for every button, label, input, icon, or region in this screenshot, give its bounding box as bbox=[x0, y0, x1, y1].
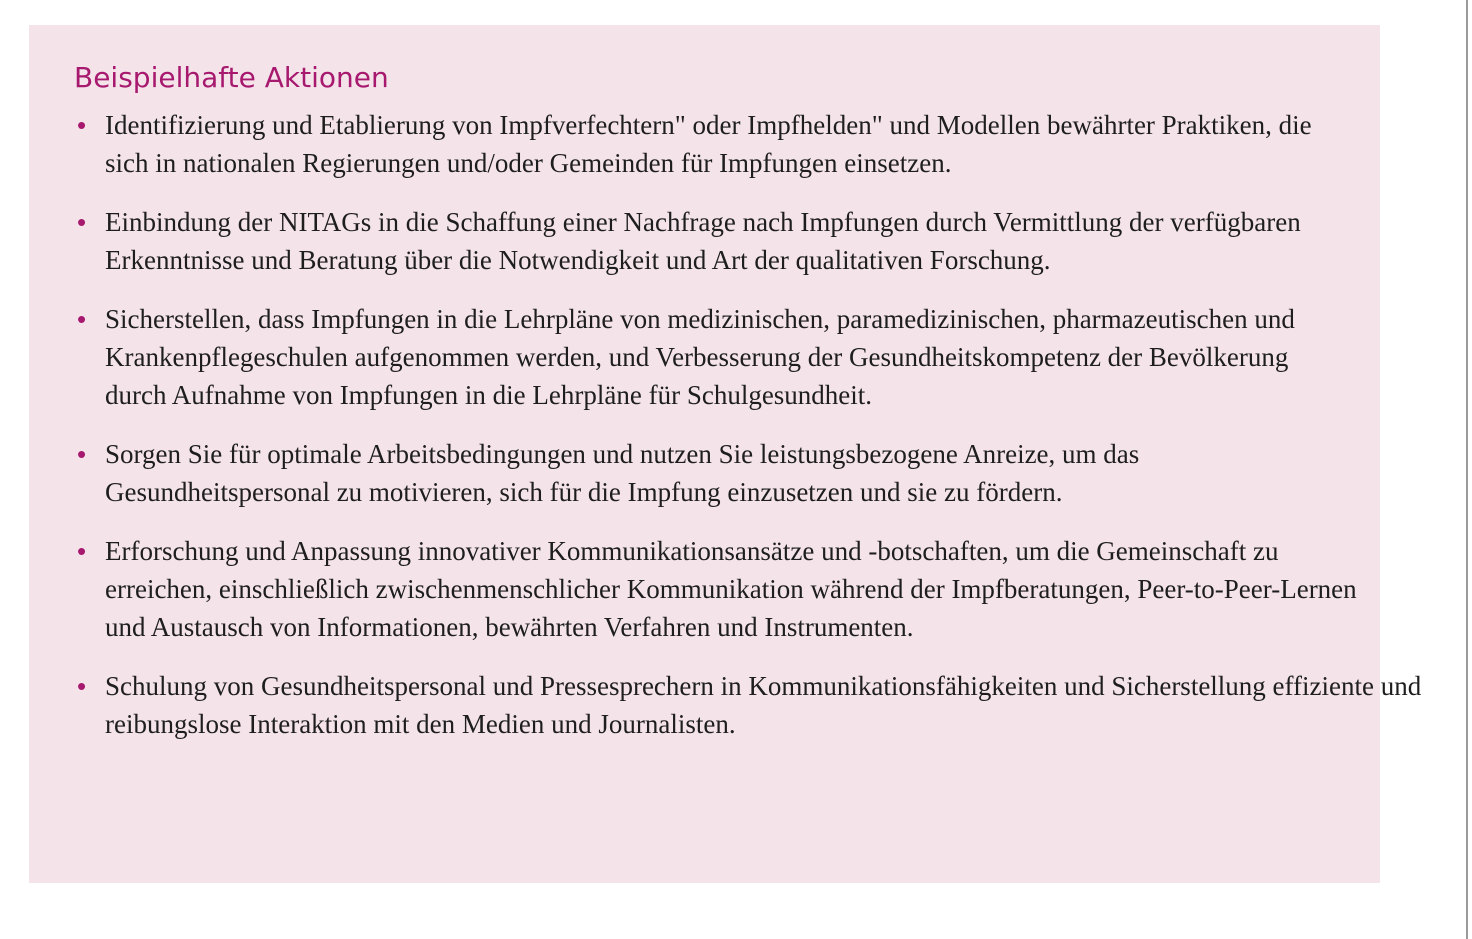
page-edge-rule bbox=[1466, 0, 1468, 939]
bullet-icon: • bbox=[77, 439, 87, 469]
list-item-text: Erforschung und Anpassung innovativer Kommunikationsansätze und -botschaften, um die Gemeinschaft zu erreichen, einschließlich zwischenmenschlicher Kommunikation während der Impfberatungen, Peer-to-Peer-Lernen und Austausch von Informationen, bewährten Verfahren und Instrumenten. bbox=[105, 536, 1357, 642]
list-item bbox=[74, 300, 1335, 414]
list-item bbox=[74, 667, 1472, 743]
list-item bbox=[74, 532, 1390, 646]
actions-section bbox=[74, 58, 1466, 764]
list-item-text: Sicherstellen, dass Impfungen in die Lehrpläne von medizinischen, paramedizinischen, pharmazeutischen und Krankenpflegeschulen aufgenommen werden, und Verbesserung der Gesundheitskompetenz der Bevölkerung durch Aufnahme von Impfungen in die Lehrpläne für Schulgesundheit. bbox=[105, 304, 1295, 410]
list-item bbox=[74, 203, 1335, 279]
list-item-text: Einbindung der NITAGs in die Schaffung einer Nachfrage nach Impfungen durch Vermittlung der verfügbaren Erkenntnisse und Beratung über die Notwendigkeit und Art der qualitativen Forschung. bbox=[105, 207, 1301, 275]
list-item-text: Schulung von Gesundheitspersonal und Pressesprechern in Kommunikationsfähigkeiten und Sicherstellung effiziente und reibungslose Interaktion mit den Medien und Journalisten. bbox=[105, 671, 1422, 739]
list-item bbox=[74, 435, 1355, 511]
bullet-icon: • bbox=[77, 671, 87, 701]
bullet-icon: • bbox=[77, 207, 87, 237]
list-item-text: Sorgen Sie für optimale Arbeitsbedingungen und nutzen Sie leistungsbezogene Anreize, um das Gesundheitspersonal zu motivieren, sich für die Impfung einzusetzen und sie zu fördern. bbox=[105, 439, 1140, 507]
bullet-icon: • bbox=[77, 536, 87, 566]
list-item-text: Identifizierung und Etablierung von Impfverfechtern" oder Impfhelden" und Modellen bewährter Praktiken, die sich in nationalen Regierungen und/oder Gemeinden für Impfungen einsetzen. bbox=[105, 110, 1312, 178]
bullet-icon: • bbox=[77, 110, 87, 140]
bullet-icon: • bbox=[77, 304, 87, 334]
section-heading: Beispielhafte Aktionen bbox=[74, 61, 389, 94]
actions-list bbox=[74, 106, 1466, 743]
list-item bbox=[74, 106, 1325, 182]
